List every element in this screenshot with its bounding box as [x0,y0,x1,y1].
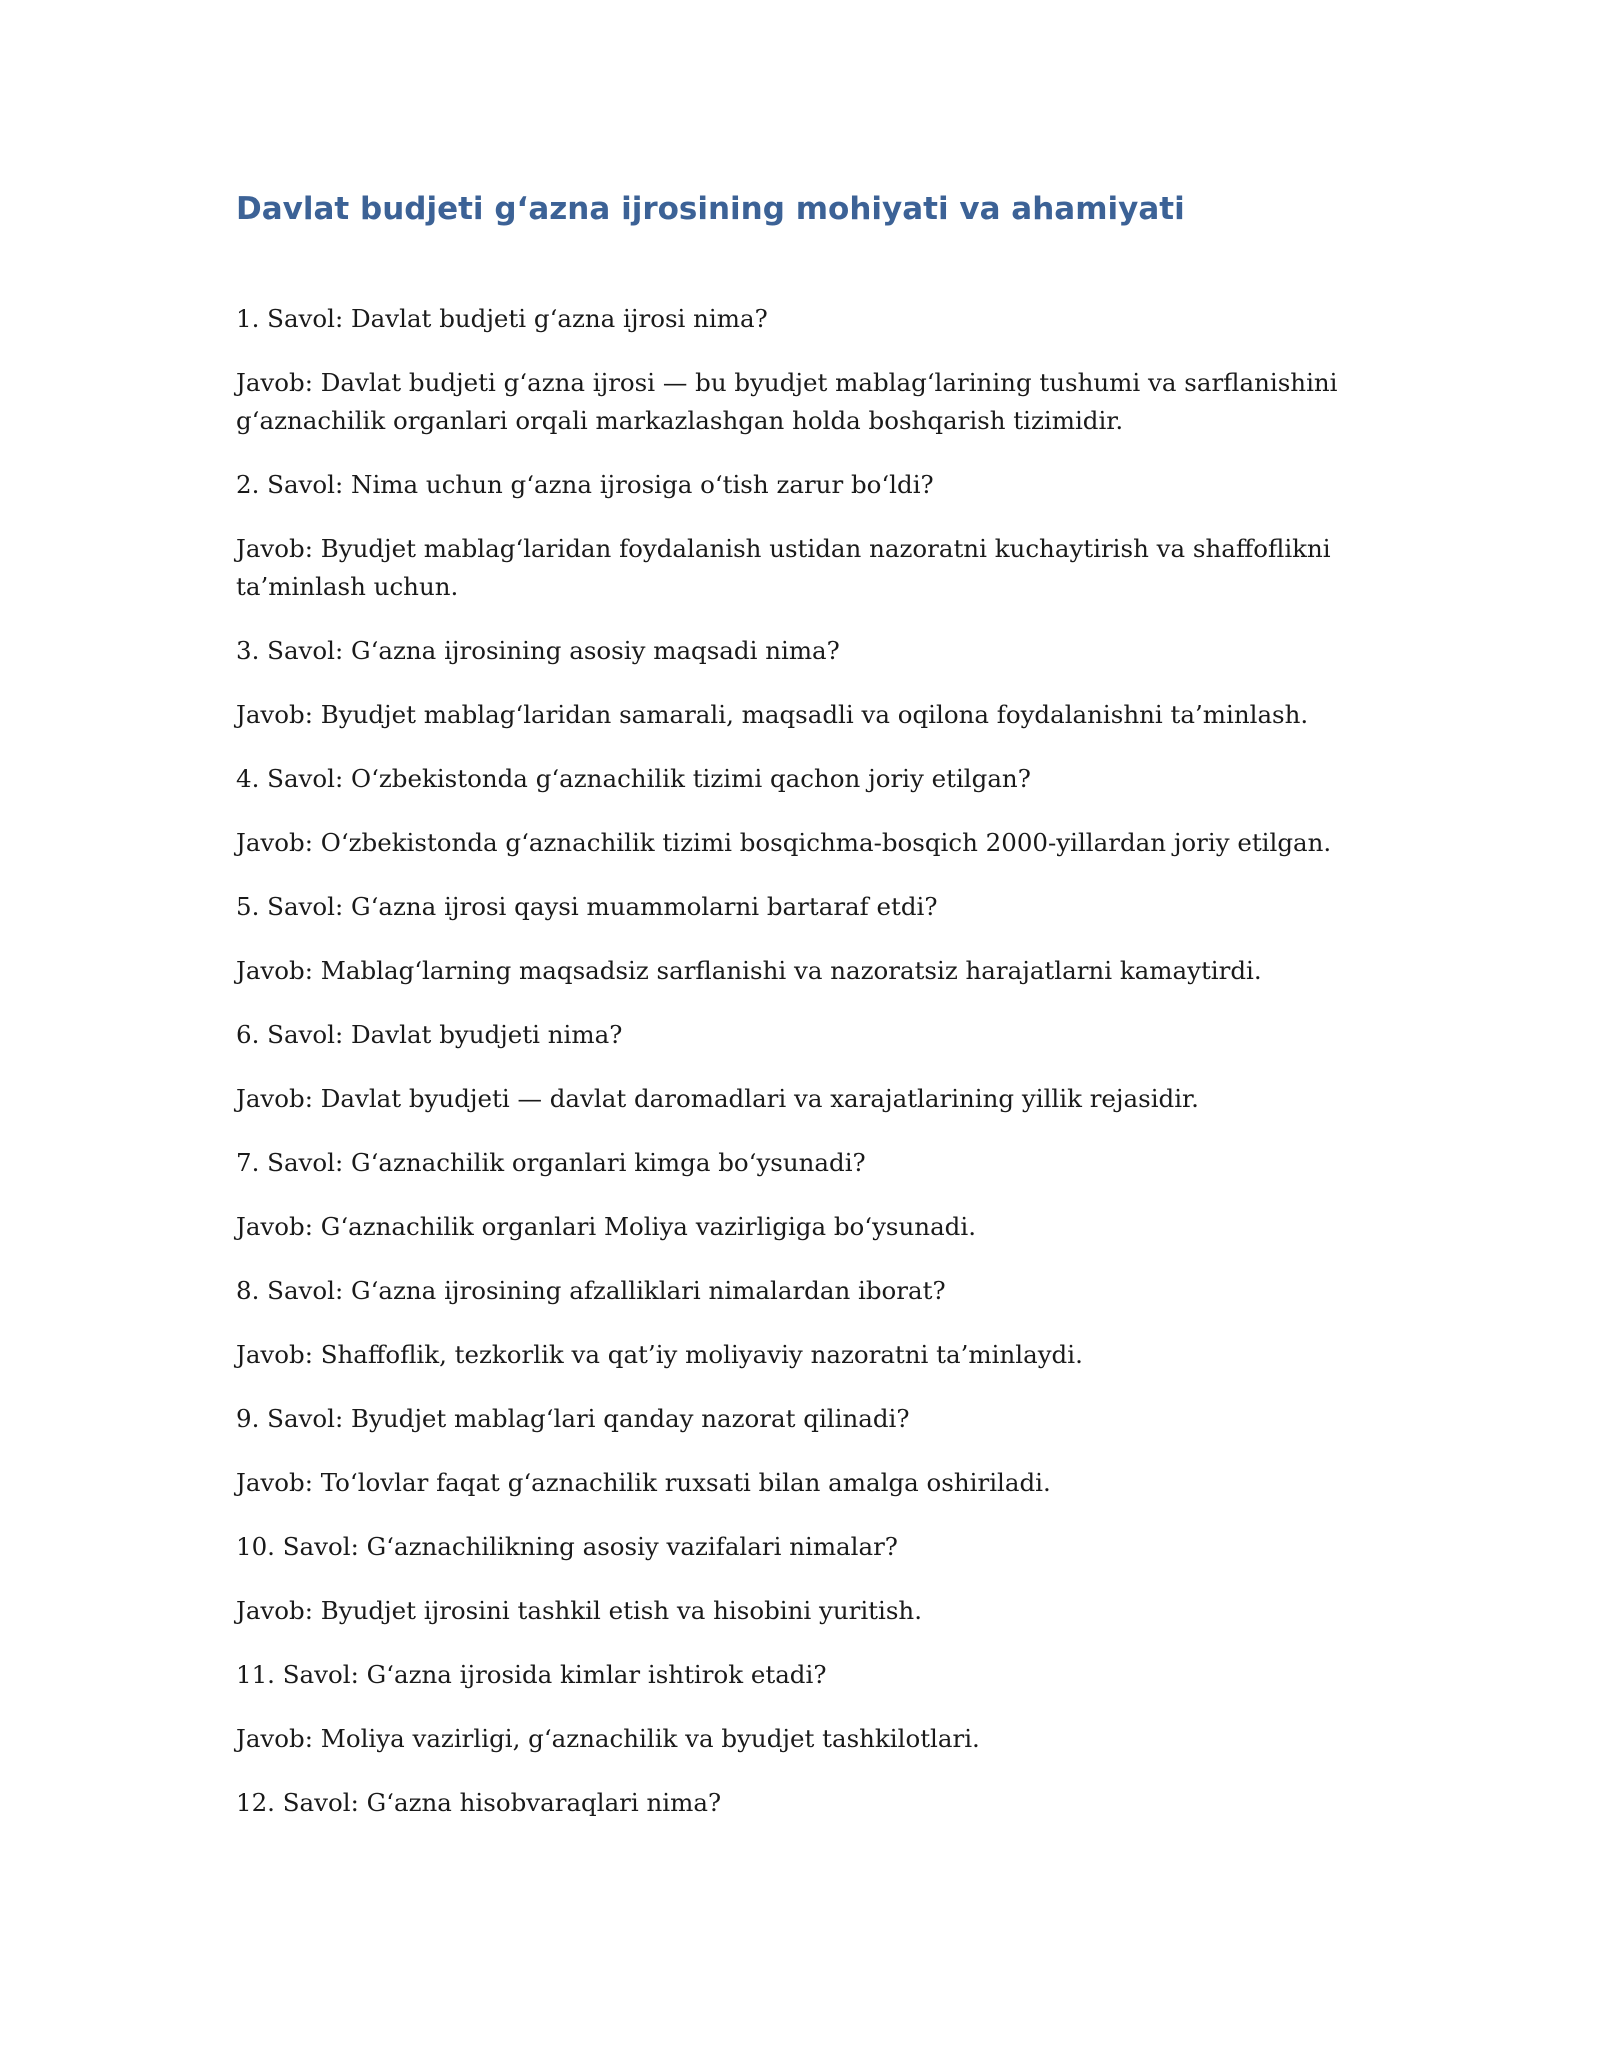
question-2: 2. Savol: Nima uchun g‘azna ijrosiga o‘tish zarur bo‘ldi? [236,470,934,499]
document-body [236,300,1386,1848]
question-10: 10. Savol: G‘aznachilikning asosiy vazifalari nimalar? [236,1532,898,1561]
question-7: 7. Savol: G‘aznachilik organlari kimga bo‘ysunadi? [236,1148,866,1177]
answer-3: Javob: Byudjet mablag‘laridan samarali, maqsadli va oqilona foydalanishni ta’minlash. [236,700,1309,729]
question-5: 5. Savol: G‘azna ijrosi qaysi muammolarni bartaraf etdi? [236,892,938,921]
question-6: 6. Savol: Davlat byudjeti nima? [236,1020,623,1049]
answer-8: Javob: Shaffoflik, tezkorlik va qat’iy moliyaviy nazoratni ta’minlaydi. [236,1340,1083,1369]
answer-1: Javob: Davlat budjeti g‘azna ijrosi — bu byudjet mablag‘larining tushumi va sarflanishini g‘aznachilik organlari orqali markazlashgan holda boshqarish tizimidir. [236,368,1338,435]
question-12: 12. Savol: G‘azna hisobvaraqlari nima? [236,1788,722,1817]
question-8: 8. Savol: G‘azna ijrosining afzalliklari nimalardan iborat? [236,1276,946,1305]
answer-9: Javob: To‘lovlar faqat g‘aznachilik ruxsati bilan amalga oshiriladi. [236,1468,1051,1497]
answer-5: Javob: Mablag‘larning maqsadsiz sarflanishi va nazoratsiz harajatlarni kamaytirdi. [236,956,1262,985]
question-11: 11. Savol: G‘azna ijrosida kimlar ishtirok etadi? [236,1660,827,1689]
answer-11: Javob: Moliya vazirligi, g‘aznachilik va byudjet tashkilotlari. [236,1724,980,1753]
question-3: 3. Savol: G‘azna ijrosining asosiy maqsadi nima? [236,636,840,665]
answer-6: Javob: Davlat byudjeti — davlat daromadlari va xarajatlarining yillik rejasidir. [236,1084,1199,1113]
answer-4: Javob: O‘zbekistonda g‘aznachilik tizimi bosqichma-bosqich 2000-yillardan joriy etilgan. [236,828,1332,857]
question-4: 4. Savol: O‘zbekistonda g‘aznachilik tizimi qachon joriy etilgan? [236,764,1031,793]
answer-7: Javob: G‘aznachilik organlari Moliya vazirligiga bo‘ysunadi. [236,1212,976,1241]
answer-10: Javob: Byudjet ijrosini tashkil etish va hisobini yuritish. [236,1596,922,1625]
question-9: 9. Savol: Byudjet mablag‘lari qanday nazorat qilinadi? [236,1404,910,1433]
answer-2: Javob: Byudjet mablag‘laridan foydalanish ustidan nazoratni kuchaytirish va shaffoflikni ta’minlash uchun. [236,534,1331,601]
document-title: Davlat budjeti g‘azna ijrosining mohiyati va ahamiyati [236,191,1185,227]
question-1: 1. Savol: Davlat budjeti g‘azna ijrosi nima? [236,304,768,333]
